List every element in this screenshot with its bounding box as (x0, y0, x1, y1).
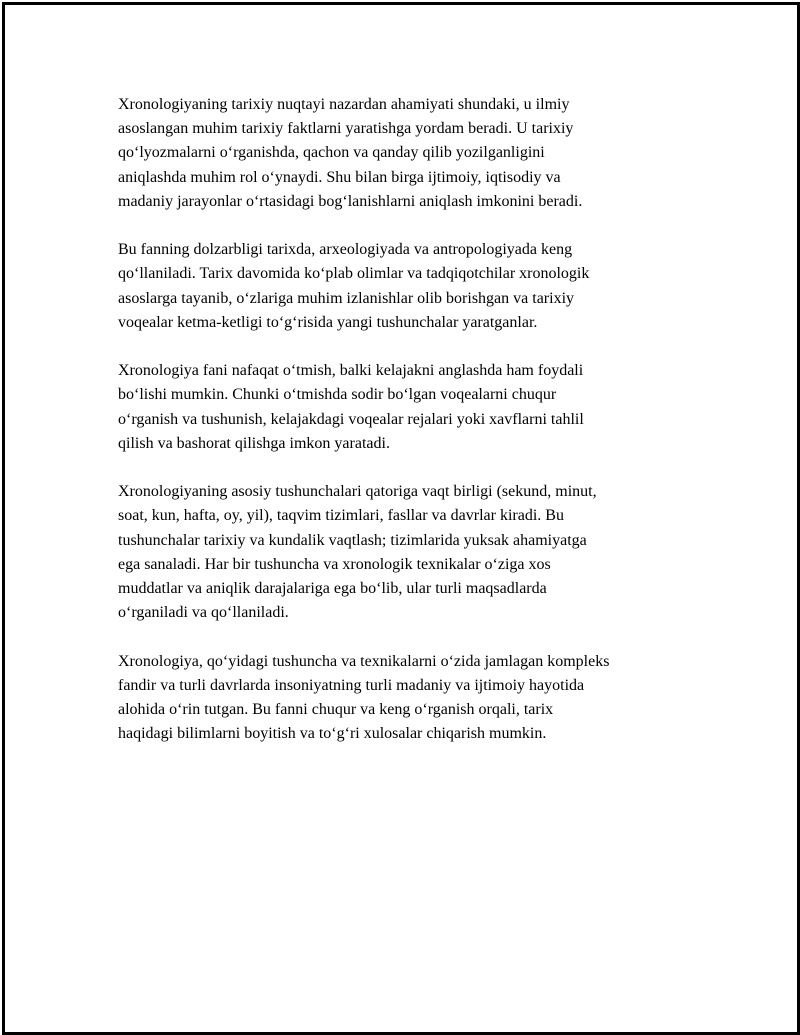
paragraph-line: Xronologiyaning asosiy tushunchalari qatoriga vaqt birligi (sekund, minut, (118, 483, 597, 501)
paragraph-5 (118, 650, 698, 747)
paragraph-line: ega sanaladi. Har bir tushuncha va xronologik texnikalar o‘ziga xos (118, 555, 551, 573)
paragraph-line: Xronologiyaning tarixiy nuqtayi nazardan ahamiyati shundaki, u ilmiy (118, 96, 570, 113)
paragraph-3 (118, 359, 698, 456)
paragraph-line: Xronologiya fani nafaqat o‘tmish, balki kelajakni anglashda ham foydali (118, 362, 584, 380)
paragraph-line: aniqlashda muhim rol o‘ynaydi. Shu bilan birga ijtimoiy, iqtisodiy va (118, 168, 561, 186)
paragraph-line: tushunchalar tarixiy va kundalik vaqtlash; tizimlarida yuksak ahamiyatga (118, 531, 587, 549)
paragraph-line: asoslangan muhim tarixiy faktlarni yaratishga yordam beradi. U tarixiy (118, 120, 574, 138)
paragraph-line: voqealar ketma-ketligi to‘g‘risida yangi tushunchalar yaratganlar. (118, 313, 538, 331)
paragraph-line: bo‘lishi mumkin. Chunki o‘tmishda sodir bo‘lgan voqealarni chuqur (118, 386, 557, 404)
paragraph-line: qo‘lyozmalarni o‘rganishda, qachon va qanday qilib yozilganligini (118, 144, 545, 162)
paragraph-line: fandir va turli davrlarda insoniyatning turli madaniy va ijtimoiy hayotida (118, 676, 585, 694)
paragraph-line: Xronologiya, qo‘yidagi tushuncha va texnikalarni o‘zida jamlagan kompleks (118, 652, 610, 670)
paragraph-1 (118, 93, 698, 214)
paragraph-4 (118, 480, 698, 625)
paragraph-line: qo‘llaniladi. Tarix davomida ko‘plab olimlar va tadqiqotchilar xronologik (118, 265, 590, 283)
document-body (118, 93, 698, 771)
paragraph-line: madaniy jarayonlar o‘rtasidagi bog‘lanishlarni aniqlash imkonini beradi. (118, 192, 583, 210)
paragraph-line: soat, kun, hafta, oy, yil), taqvim tizimlari, fasllar va davrlar kiradi. Bu (118, 507, 564, 525)
paragraph-2 (118, 238, 698, 335)
paragraph-line: haqidagi bilimlarni boyitish va to‘g‘ri xulosalar chiqarish mumkin. (118, 725, 547, 743)
paragraph-line: muddatlar va aniqlik darajalariga ega bo‘lib, ular turli maqsadlarda (118, 580, 547, 598)
paragraph-line: alohida o‘rin tutgan. Bu fanni chuqur va keng o‘rganish orqali, tarix (118, 701, 554, 719)
paragraph-line: qilish va bashorat qilishga imkon yaratadi. (118, 434, 390, 452)
paragraph-line: o‘rganiladi va qo‘llaniladi. (118, 604, 289, 622)
paragraph-line: o‘rganish va tushunish, kelajakdagi voqealar rejalari yoki xavflarni tahlil (118, 410, 584, 428)
paragraph-line: asoslarga tayanib, o‘zlariga muhim izlanishlar olib borishgan va tarixiy (118, 289, 575, 307)
paragraph-line: Bu fanning dolzarbligi tarixda, arxeologiyada va antropologiyada keng (118, 241, 573, 259)
